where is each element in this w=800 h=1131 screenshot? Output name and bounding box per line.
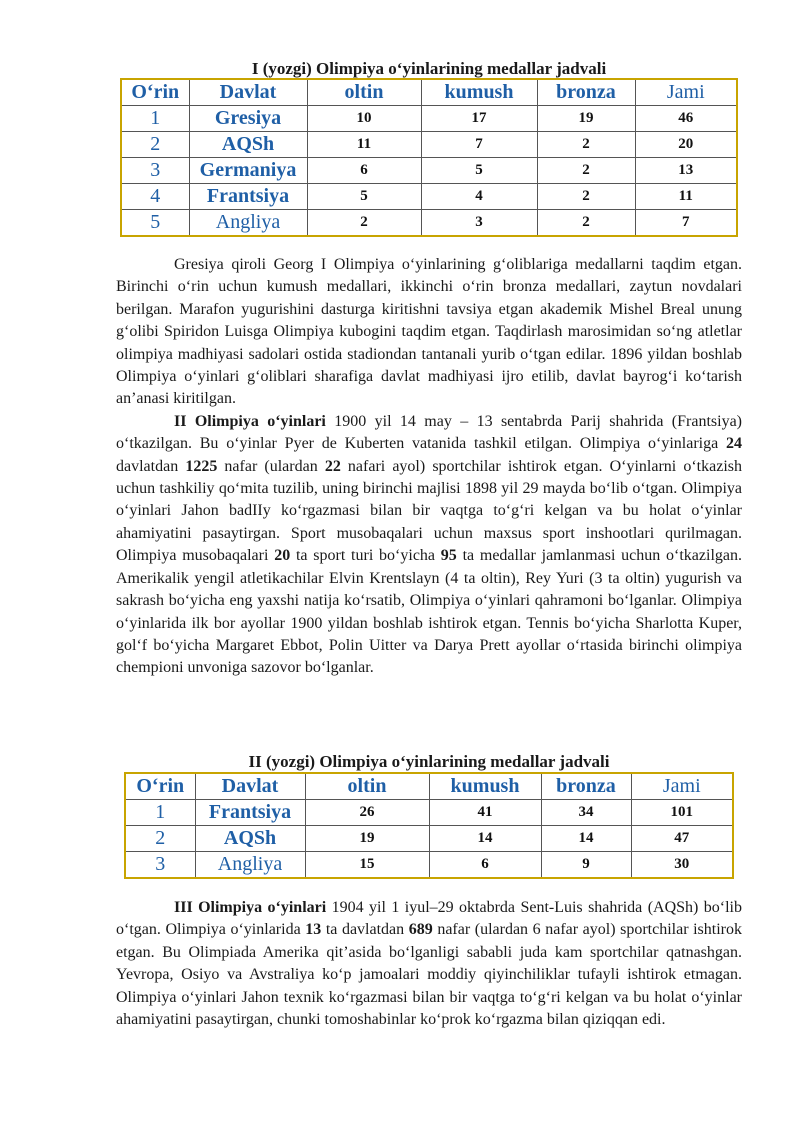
paragraph-lead: II Olimpiya o‘yinlari	[174, 412, 326, 430]
cell-country: AQSh	[189, 132, 307, 158]
cell-gold: 10	[307, 106, 421, 132]
table-row	[125, 826, 733, 852]
table-row	[125, 852, 733, 879]
cell-silver: 6	[429, 852, 541, 879]
cell-total: 13	[635, 158, 737, 184]
cell-total: 101	[631, 800, 733, 826]
cell-country: Gresiya	[189, 106, 307, 132]
cell-total: 11	[635, 184, 737, 210]
col-header-bronze: bronza	[541, 773, 631, 800]
cell-bronze: 2	[537, 132, 635, 158]
table-row	[121, 210, 737, 237]
cell-country: AQSh	[195, 826, 305, 852]
col-header-silver: kumush	[421, 79, 537, 106]
body-text-1	[116, 254, 742, 680]
cell-gold: 19	[305, 826, 429, 852]
col-header-total: Jami	[631, 773, 733, 800]
cell-country: Angliya	[189, 210, 307, 237]
body-text-2	[116, 897, 742, 1031]
cell-country: Frantsiya	[189, 184, 307, 210]
col-header-country: Davlat	[189, 79, 307, 106]
table-header-row	[125, 773, 733, 800]
cell-place: 3	[121, 158, 189, 184]
cell-gold: 2	[307, 210, 421, 237]
cell-gold: 15	[305, 852, 429, 879]
cell-place: 1	[121, 106, 189, 132]
medals-table-2	[124, 772, 734, 879]
cell-bronze: 9	[541, 852, 631, 879]
cell-silver: 17	[421, 106, 537, 132]
cell-place: 5	[121, 210, 189, 237]
col-header-bronze: bronza	[537, 79, 635, 106]
table-header-row	[121, 79, 737, 106]
cell-place: 2	[125, 826, 195, 852]
paragraph: III Olimpiya o‘yinlari 1904 yil 1 iyul–29 oktabrda Sent-Luis shahrida (AQSh) bo‘lib o‘tgan. Olimpiya o‘yinlarida 13 ta davlatdan 689 nafar (ulardan 6 nafar ayol) sportchilar ishtirok etgan. Bu Olimpiada Amerika qit’asida bo‘lganligi sababli juda kam sportchilar qatnashgan. Yevropa, Osiyo va Avstraliya ko‘p jamoalari moddiy qiyinchiliklar tufayli ishtirok etmagan. Olimpiya o‘yinlari Jahon texnik ko‘rgazmasi bilan bir vaqtga to‘g‘ri kelgan va bu holat o‘yinlar ahamiyatini pasaytirgan, chunki tomoshabinlar ko‘prok ko‘rgazma bilan qiziqqan edi.	[116, 899, 742, 1029]
table-row	[121, 132, 737, 158]
table1-title: I (yozgi) Olimpiya o‘yinlarining medallar jadvali	[251, 59, 607, 78]
table-row	[121, 158, 737, 184]
cell-place: 3	[125, 852, 195, 879]
col-header-country: Davlat	[195, 773, 305, 800]
cell-total: 47	[631, 826, 733, 852]
medals-table-1	[120, 78, 738, 237]
cell-bronze: 19	[537, 106, 635, 132]
cell-country: Frantsiya	[195, 800, 305, 826]
cell-silver: 14	[429, 826, 541, 852]
cell-total: 46	[635, 106, 737, 132]
cell-total: 7	[635, 210, 737, 237]
col-header-place: O‘rin	[125, 773, 195, 800]
table2-title: II (yozgi) Olimpiya o‘yinlarining medallar jadvali	[248, 752, 610, 771]
col-header-total: Jami	[635, 79, 737, 106]
cell-silver: 3	[421, 210, 537, 237]
cell-place: 1	[125, 800, 195, 826]
col-header-gold: oltin	[305, 773, 429, 800]
col-header-place: O‘rin	[121, 79, 189, 106]
cell-bronze: 2	[537, 158, 635, 184]
paragraph: II Olimpiya o‘yinlari 1900 yil 14 may – 13 sentabrda Parij shahrida (Frantsiya) o‘tkazilgan. Bu o‘yinlar Pyer de Kuberten vatanida tashkil etilgan. Olimpiya o‘yinlariga 24 davlatdan 1225 nafar (ulardan 22 nafari ayol) sportchilar ishtirok etgan. O‘yinlarni o‘tkazish uchun tashkiliy qo‘mita tuzilib, uning birinchi majlisi 1898 yil 29 mayda bo‘lib o‘tgan. Olimpiya o‘yinlari Jahon badIIy ko‘rgazmasi bilan bir vaqtga to‘g‘ri kelgan va bu holat o‘yinlar ahamiyatini pasaytirgan. Sport musobaqalari uchun maxsus sport inshootlari qurilmagan. Olimpiya musobaqalari 20 ta sport turi bo‘yicha 95 ta medallar jamlanmasi uchun o‘tkazilgan. Amerikalik yengil atletikachilar Elvin Krentslayn (4 ta oltin), Rey Yuri (3 ta oltin) yugurish va sakrash bo‘yicha eng yaxshi natija ko‘rsatib, Olimpiya o‘yinlari qahramoni bo‘lganlar. Olimpiya o‘yinlarida ilk bor ayollar 1900 yildan boshlab ishtirok etgan. Tennis bo‘yicha Sharlotta Kuper, golʻf bo‘yicha Margaret Ebbot, Polin Uitter va Darya Prett ayollar o‘rtasida birinchi olimpiya chempioni unvoniga sazovor bo‘lganlar.	[116, 412, 743, 677]
table-row	[121, 184, 737, 210]
cell-place: 4	[121, 184, 189, 210]
cell-silver: 7	[421, 132, 537, 158]
col-header-gold: oltin	[307, 79, 421, 106]
cell-country: Angliya	[195, 852, 305, 879]
cell-gold: 5	[307, 184, 421, 210]
paragraph: Gresiya qiroli Georg I Olimpiya o‘yinlarining g‘oliblariga medallarni taqdim etgan. Birinchi o‘rin uchun kumush medallari, ikkinchi o‘rin bronza medallari, zaytun novdalari berilgan. Marafon yugurishini dasturga kiritishni tavsiya etgan akademik Mishel Breal unung g‘olibi Spiridon Luisga Olimpiya kubogini taqdim etgan. Taqdirlash marosimidan so‘ng atletlar olimpiya madhiyasi sadolari ostida stadiondan tantanali yurib o‘tgan edilar. 1896 yildan boshlab Olimpiya o‘yinlari g‘oliblari sharafiga davlat madhiyasi ijro etilib, davlat bayrog‘i ko‘tarish an’anasi kiritilgan.	[116, 256, 742, 408]
paragraph-lead: III Olimpiya o‘yinlari	[174, 899, 327, 916]
cell-silver: 5	[421, 158, 537, 184]
cell-silver: 41	[429, 800, 541, 826]
cell-bronze: 2	[537, 210, 635, 237]
cell-gold: 11	[307, 132, 421, 158]
cell-silver: 4	[421, 184, 537, 210]
cell-bronze: 34	[541, 800, 631, 826]
table-row	[121, 106, 737, 132]
cell-bronze: 14	[541, 826, 631, 852]
cell-total: 20	[635, 132, 737, 158]
cell-gold: 6	[307, 158, 421, 184]
table-row	[125, 800, 733, 826]
col-header-silver: kumush	[429, 773, 541, 800]
cell-bronze: 2	[537, 184, 635, 210]
cell-total: 30	[631, 852, 733, 879]
cell-country: Germaniya	[189, 158, 307, 184]
cell-place: 2	[121, 132, 189, 158]
cell-gold: 26	[305, 800, 429, 826]
